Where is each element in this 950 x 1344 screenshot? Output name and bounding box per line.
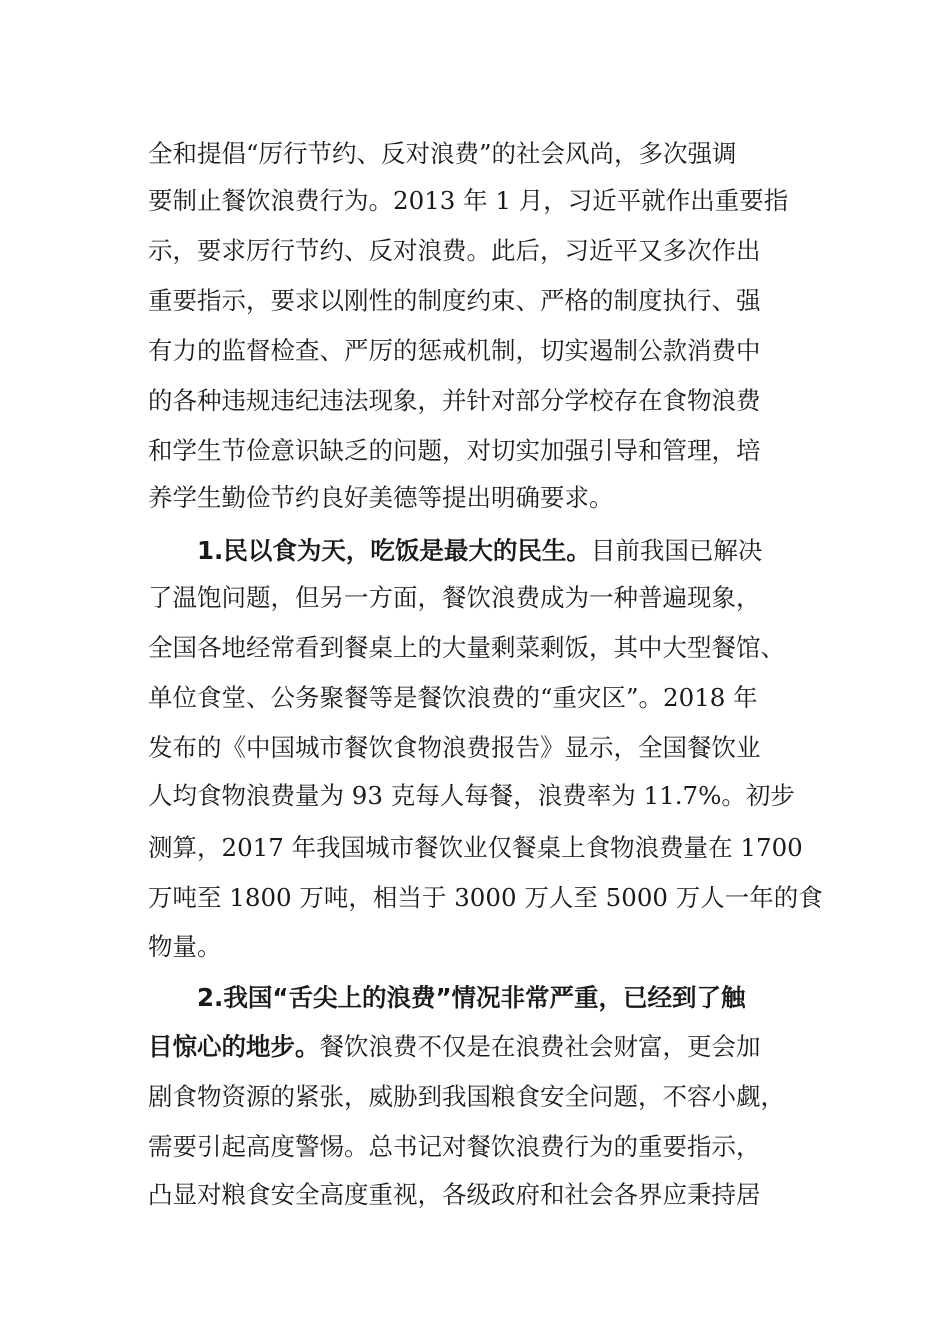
section-1-heading: 1.民以食为天，吃饭是最大的民生。 [197, 536, 591, 565]
body-text-line: 人均食物浪费量为 93 克每人每餐，浪费率为 11.7%。初步 [148, 781, 795, 810]
body-text-line: 凸显对粮食安全高度重视，各级政府和社会各界应秉持居 [148, 1180, 761, 1209]
body-text-line: 和学生节俭意识缺乏的问题，对切实加强引导和管理，培 [148, 436, 761, 465]
body-text-span: 餐饮浪费不仅是在浪费社会财富，更会加 [319, 1032, 761, 1061]
body-text-line: 要制止餐饮浪费行为。2013 年 1 月，习近平就作出重要指 [148, 186, 789, 215]
section-2-second-line [148, 1032, 761, 1062]
body-text-line: 物量。 [148, 932, 222, 961]
body-text-line: 重要指示，要求以刚性的制度约束、严格的制度执行、强 [148, 286, 761, 315]
section-1-first-line [197, 536, 762, 566]
body-text-span: 目前我国已解决 [590, 536, 763, 565]
body-text-line: 发布的《中国城市餐饮食物浪费报告》显示，全国餐饮业 [148, 733, 761, 762]
body-text-line: 万吨至 1800 万吨，相当于 3000 万人至 5000 万人一年的食 [148, 883, 823, 912]
body-text-line: 需要引起高度警惕。总书记对餐饮浪费行为的重要指示， [148, 1132, 761, 1161]
section-2-heading: 2.我国“舌尖上的浪费”情况非常严重，已经到了触 [197, 983, 746, 1012]
body-text-line: 养学生勤俭节约良好美德等提出明确要求。 [148, 483, 614, 512]
body-text-line: 测算，2017 年我国城市餐饮业仅餐桌上食物浪费量在 1700 [148, 833, 803, 862]
body-text-line: 有力的监督检查、严厉的惩戒机制，切实遏制公款消费中 [148, 336, 761, 365]
body-text-line: 全和提倡“厉行节约、反对浪费”的社会风尚，多次强调 [148, 139, 737, 168]
body-text-line: 示，要求厉行节约、反对浪费。此后，习近平又多次作出 [148, 236, 761, 265]
body-text-line: 单位食堂、公务聚餐等是餐饮浪费的“重灾区”。2018 年 [148, 683, 758, 712]
section-2-heading-continued: 目惊心的地步。 [148, 1032, 320, 1061]
body-text-line: 的各种违规违纪违法现象，并针对部分学校存在食物浪费 [148, 386, 761, 415]
body-text-line: 了温饱问题，但另一方面，餐饮浪费成为一种普遍现象， [148, 583, 761, 612]
body-text-line: 全国各地经常看到餐桌上的大量剩菜剩饭，其中大型餐馆、 [148, 633, 785, 662]
body-text-line: 剧食物资源的紧张，威胁到我国粮食安全问题，不容小觑， [148, 1082, 785, 1111]
